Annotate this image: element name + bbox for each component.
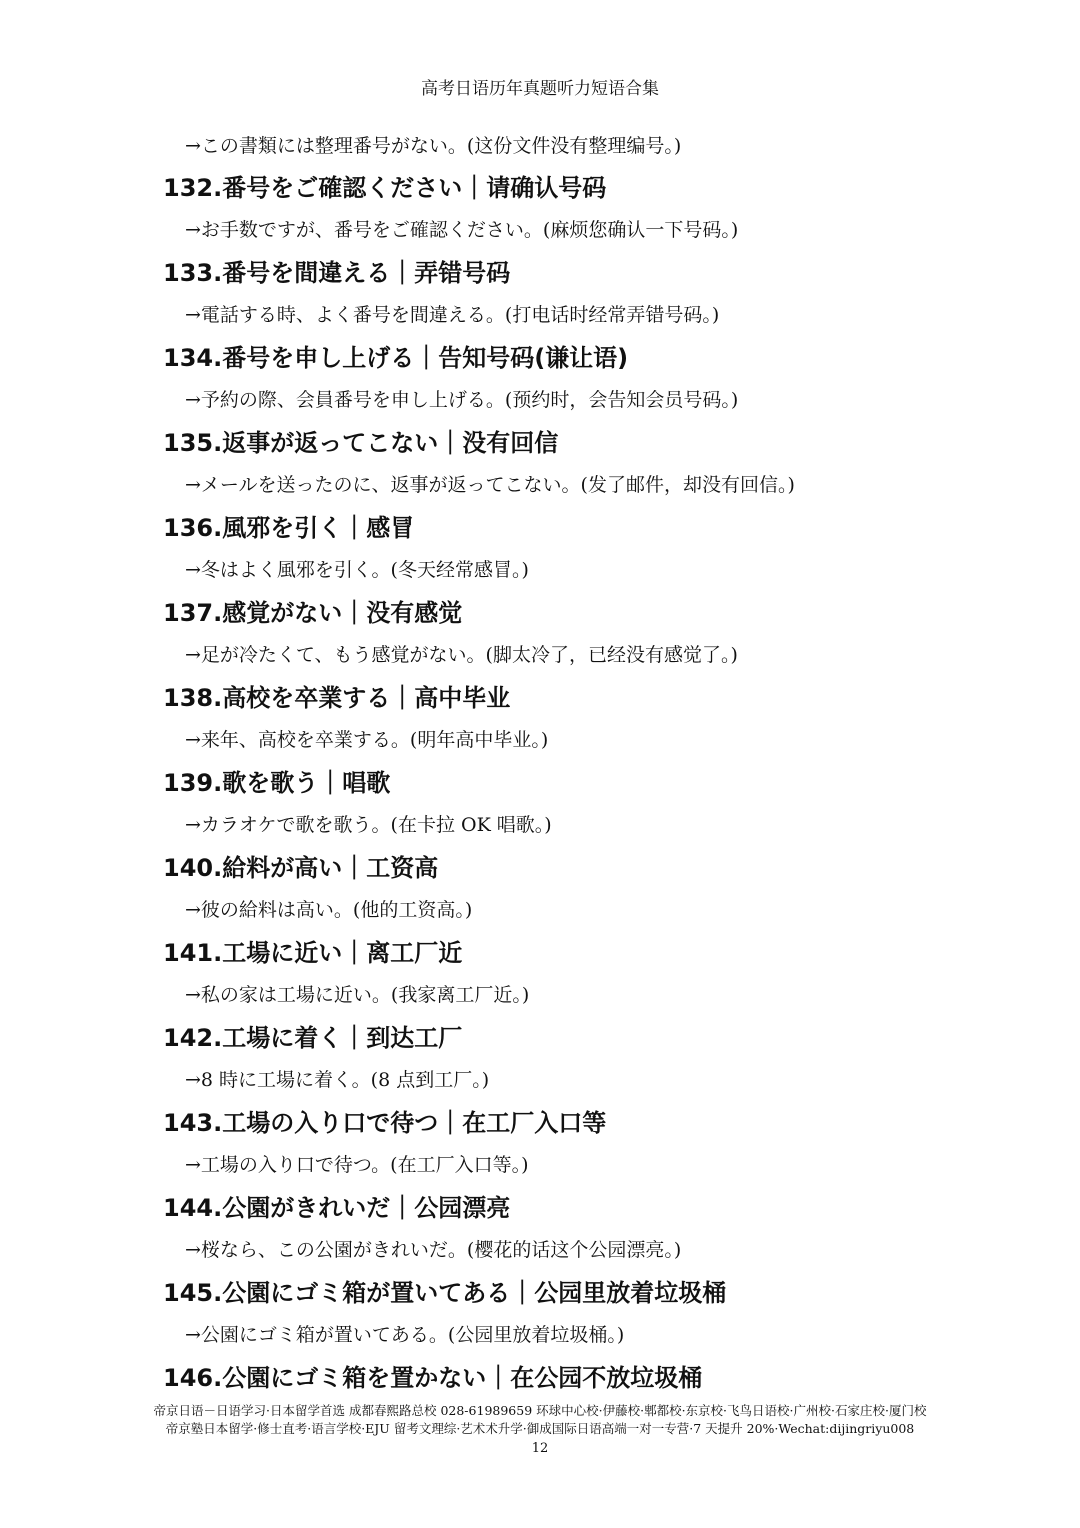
- example-sentence: →カラオケで歌を歌う。(在卡拉 OK 唱歌。): [185, 814, 552, 836]
- phrase-heading: 145.公園にゴミ箱が置いてある｜公园里放着垃圾桶: [163, 1279, 727, 1307]
- example-sentence: →8 時に工場に着く。(8 点到工厂。): [185, 1069, 490, 1091]
- example-sentence: →メールを送ったのに、返事が返ってこない。(发了邮件，却没有回信。): [185, 474, 795, 496]
- phrase-heading: 143.工場の入り口で待つ｜在工厂入口等: [163, 1109, 607, 1137]
- example-sentence: →来年、高校を卒業する。(明年高中毕业。): [185, 729, 549, 751]
- phrase-heading: 142.工場に着く｜到达工厂: [163, 1024, 463, 1052]
- phrase-entry: [163, 168, 1043, 253]
- page-footer: [0, 1402, 1080, 1458]
- phrase-heading: 134.番号を申し上げる｜告知号码(谦让语): [163, 344, 629, 372]
- phrase-entry: [163, 423, 1043, 508]
- phrase-heading: 144.公園がきれいだ｜公园漂亮: [163, 1194, 511, 1222]
- phrase-heading: 136.風邪を引く｜感冒: [163, 514, 415, 542]
- phrase-heading: 133.番号を間違える｜弄错号码: [163, 259, 511, 287]
- example-sentence: →冬はよく風邪を引く。(冬天经常感冒。): [185, 559, 529, 581]
- example-sentence: →この書類には整理番号がない。(这份文件没有整理编号。): [185, 135, 682, 157]
- phrase-heading: 132.番号をご確認ください｜请确认号码: [163, 174, 607, 202]
- example-sentence: →電話する時、よく番号を間違える。(打电话时经常弄错号码。): [185, 304, 720, 326]
- phrase-entry: [163, 848, 1043, 933]
- phrase-heading: 137.感覚がない｜没有感觉: [163, 599, 463, 627]
- phrase-entry: [163, 1273, 1043, 1358]
- phrase-entry: [163, 508, 1043, 593]
- example-sentence: →彼の給料は高い。(他的工资高。): [185, 899, 473, 921]
- phrase-entry: [163, 1018, 1043, 1103]
- example-sentence: →桜なら、この公園がきれいだ。(樱花的话这个公园漂亮。): [185, 1239, 682, 1261]
- footer-line-1: 帝京日语－日语学习·日本留学首选 成都春熙路总校 028-61989659 环球中心校·伊藤校·郫都校·东京校·飞鸟日语校·广州校·石家庄校·厦门校: [153, 1403, 927, 1418]
- phrase-entry: [163, 338, 1043, 423]
- phrase-entry: [163, 678, 1043, 763]
- phrase-heading: 146.公園にゴミ箱を置かない｜在公园不放垃圾桶: [163, 1364, 703, 1392]
- phrase-entry: [163, 933, 1043, 1018]
- phrase-entry: [163, 1188, 1043, 1273]
- example-sentence: →工場の入り口で待つ。(在工厂入口等。): [185, 1154, 529, 1176]
- example-sentence: →予約の際、会員番号を申し上げる。(预约时，会告知会员号码。): [185, 389, 739, 411]
- phrase-heading: 138.高校を卒業する｜高中毕业: [163, 684, 511, 712]
- phrase-heading: 139.歌を歌う｜唱歌: [163, 769, 391, 797]
- phrase-heading: 140.給料が高い｜工资高: [163, 854, 439, 882]
- phrase-entry: [163, 253, 1043, 338]
- phrase-entry: [163, 593, 1043, 678]
- page-header: 高考日语历年真题听力短语合集: [421, 79, 659, 99]
- example-sentence: →足が冷たくて、もう感覚がない。(脚太冷了，已经没有感觉了。): [185, 644, 738, 666]
- example-sentence: →私の家は工場に近い。(我家离工厂近。): [185, 984, 530, 1006]
- phrase-entry: [163, 763, 1043, 848]
- footer-line-2: 帝京塾日本留学·修士直考·语言学校·EJU 留考文理综·艺术术升学·御成国际日语高端一对一专营·7 天提升 20%·Wechat:dijingriyu008: [165, 1421, 915, 1436]
- example-sentence: →公園にゴミ箱が置いてある。(公园里放着垃圾桶。): [185, 1324, 625, 1346]
- example-sentence: →お手数ですが、番号をご確認ください。(麻烦您确认一下号码。): [185, 219, 739, 241]
- phrase-heading: 141.工場に近い｜离工厂近: [163, 939, 463, 967]
- page-number: 12: [531, 1441, 549, 1456]
- phrase-list: [163, 168, 1043, 1443]
- phrase-entry: [163, 1103, 1043, 1188]
- phrase-heading: 135.返事が返ってこない｜没有回信: [163, 429, 559, 457]
